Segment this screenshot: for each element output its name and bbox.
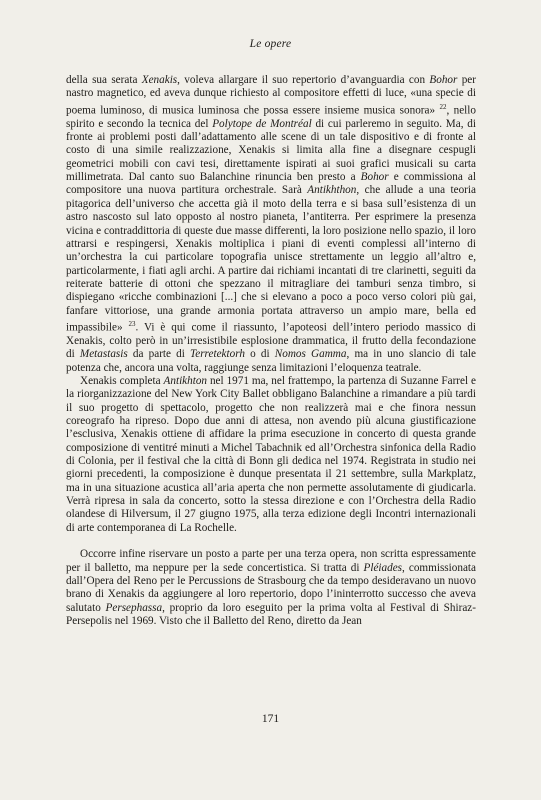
body-text [66,74,476,628]
running-header: Le opere [249,38,292,50]
work-title: Metastasis [79,348,128,361]
work-title: Terretektorh [190,348,245,361]
page-number: 171 [261,713,280,725]
work-title: Nomos Gamma [274,348,347,361]
work-title: Xenakis [141,74,178,86]
footnote-ref: 23 [128,319,136,328]
work-title: Bohor [360,171,389,184]
work-title: Polytope de Montréal [212,117,312,130]
work-title: Bohor [429,74,458,86]
work-title: Antikhton [163,375,208,388]
work-title: Pléiades [363,561,403,574]
paragraph: Xenakis completa Antikhton nel 1971 ma, nel frattempo, la partenza di Suzanne Farrel e la riorganizzazione del New York City Ballet obbligano Balanchine a rimandare a più tardi il suo progetto di spettacolo, progetto che non realizzerà mai e che finora nessun coreografo ha ripreso. Dopo due anni di attesa, non avendo più alcuna giustificazione l’esclusiva, Xenakis ottiene di affidare la prima esecuzione in concerto di questa grande composizione di ventitré minuti a Michel Tabachnik ed all’Orchestra sinfonica della Radio di Colonia, per il festival che la città di Bonn gli dedica nel 1974. Registrata in studio nei giorni precedenti, la composizione è dunque presentata il 21 settembre, sulla Markplatz, ma in una situazione acustica all’aria aperta che non permette assolutamente di giudicarla. Verrà ripresa in sala da concerto, sotto la stessa direzione e con l’Orchestra della Radio olandese di Hilversum, il 27 giugno 1975, alla terza edizione degli Incontri internazionali di arte contemporanea di La Rochelle. [66,375,476,534]
paragraph: della sua serata Xenakis, voleva allargare il suo repertorio d’avanguardia con Bohor per nastro magnetico, ed aveva dunque richiesto al compositore effetti di luce, «una specie di poema luminoso, di musica luminosa che possa essere insieme musica sonora» $^{22}$, nello spirito e secondo la tecnica del Polytope de Montréal di cui parleremo in seguito. Ma, di fronte ai problemi posti dall’adattamento alle scene di un tale dispositivo e di fronte al costo di una simile realizzazione, Xenakis si limita alla fine a disegnare cespugli geometrici mobili con cavi tesi, direttamente ispirati ai suoi grafici musicali su carta millimetrata. Dal canto suo Balanchine rinuncia ben presto a Bohor e commissiona al compositore una nuova partitura orchestrale. Sarà Antikhthon, che allude a una teoria pitagorica dell’universo che accetta già il moto della terra e si basa sull’esistenza di un astro nascosto sul lato opposto al nostro pianeta, l’antiterra. Per esprimere la presenza vicina e contraddittoria di queste due masse differenti, la loro posizione nello spazio, il loro attrarsi e respingersi, Xenakis moltiplica i piani di eventi complessi all’interno di un’orchestra la cui particolare topografia unisce strettamente un leggio all’altro e, particolarmente, i fiati agli archi. A partire dai richiami incantati di tre clarinetti, seguiti da reiterate batterie di ottoni che spezzano il mitragliare dei tamburi senza timbro, si dispiegano «ricche combinazioni [...] che si elevano a poco a poco verso colori più gai, fanfare vittoriose, una grande armonia portata attraverso un ampio mare, bella ed impassibile» $^{23}$. Vi è qui come il riassunto, l’apoteosi dell’intero periodo massico di Xenakis, colto però in un’irresistibile esplosione drammatica, il frutto della fecondazione di Metastasis da parte di Terretektorh o di Nomos Gamma, ma in uno slancio di tale potenza che, ancora una volta, raggiunge senza limitazioni l’eloquenza teatrale. [66,74,477,374]
paragraph: Occorre infine riservare un posto a parte per una terza opera, non scritta espressamente per il balletto, ma neppure per la sede concertistica. Si tratta di Pléiades, commissionata dall’Opera del Reno per le Percussions de Strasbourg che da tempo desideravano un nuovo brano di Xenakis da aggiungere al loro repertorio, dopo l’ininterrotto successo che aveva salutato Persephassa, proprio da loro eseguito per la prima volta al Festival di Shiraz-Persepolis nel 1969. Visto che il Balletto del Reno, diretto da Jean [66,548,476,627]
work-title: Persephassa [105,601,163,614]
footnote-ref: 22 [439,102,447,111]
work-title: Antikhthon [307,184,357,197]
